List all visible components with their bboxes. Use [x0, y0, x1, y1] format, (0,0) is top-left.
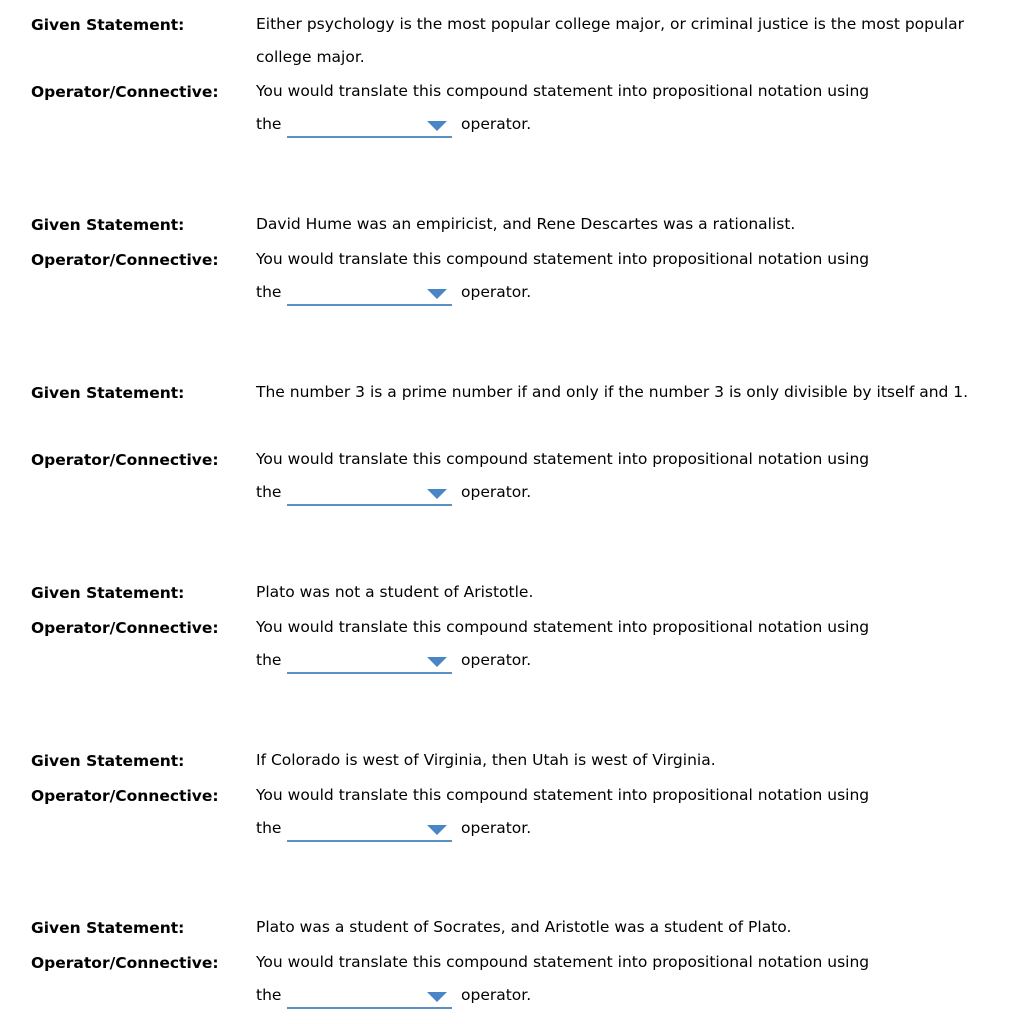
operator-dropdown[interactable]: [287, 650, 452, 674]
operator-label: Operator/Connective:: [31, 954, 219, 972]
operator-dropdown[interactable]: [287, 818, 452, 842]
given-statement-label: Given Statement:: [31, 752, 185, 770]
given-statement-label: Given Statement:: [31, 384, 185, 402]
answer-line: [256, 108, 532, 141]
given-statement-label: Given Statement:: [31, 584, 185, 602]
answer-line: [256, 276, 532, 309]
prompt-text: You would translate this compound statement into propositional notation using: [256, 953, 870, 971]
given-statement-text: The number 3 is a prime number if and only if the number 3 is only divisible by itself and 1.: [256, 383, 969, 401]
prompt-text: You would translate this compound statement into propositional notation using: [256, 786, 870, 804]
answer-line: [256, 812, 532, 845]
answer-line: [256, 476, 532, 509]
given-statement-text: Plato was not a student of Aristotle.: [256, 583, 534, 601]
answer-suffix: operator.: [461, 483, 532, 501]
chevron-down-icon: [427, 121, 447, 131]
given-statement-label: Given Statement:: [31, 216, 185, 234]
given-statement-text: David Hume was an empiricist, and Rene Descartes was a rationalist.: [256, 215, 796, 233]
chevron-down-icon: [427, 657, 447, 667]
chevron-down-icon: [427, 489, 447, 499]
operator-dropdown[interactable]: [287, 114, 452, 138]
given-statement-text: Either psychology is the most popular college major, or criminal justice is the most popular college major.: [256, 15, 964, 66]
answer-suffix: operator.: [461, 651, 532, 669]
answer-line: [256, 979, 532, 1012]
prompt-text: You would translate this compound statement into propositional notation using: [256, 250, 870, 268]
operator-label: Operator/Connective:: [31, 251, 219, 269]
answer-line: [256, 644, 532, 677]
given-statement-label: Given Statement:: [31, 16, 185, 34]
answer-prefix: the: [256, 651, 282, 669]
chevron-down-icon: [427, 825, 447, 835]
answer-prefix: the: [256, 283, 282, 301]
answer-suffix: operator.: [461, 283, 532, 301]
prompt-text: You would translate this compound statement into propositional notation using: [256, 618, 870, 636]
prompt-text: You would translate this compound statement into propositional notation using: [256, 82, 870, 100]
chevron-down-icon: [427, 992, 447, 1002]
given-statement-label: Given Statement:: [31, 919, 185, 937]
operator-dropdown[interactable]: [287, 282, 452, 306]
answer-suffix: operator.: [461, 986, 532, 1004]
operator-dropdown[interactable]: [287, 482, 452, 506]
answer-prefix: the: [256, 819, 282, 837]
operator-dropdown[interactable]: [287, 985, 452, 1009]
prompt-text: You would translate this compound statement into propositional notation using: [256, 450, 870, 468]
operator-label: Operator/Connective:: [31, 787, 219, 805]
answer-prefix: the: [256, 986, 282, 1004]
operator-label: Operator/Connective:: [31, 619, 219, 637]
operator-label: Operator/Connective:: [31, 83, 219, 101]
chevron-down-icon: [427, 289, 447, 299]
given-statement-text: If Colorado is west of Virginia, then Utah is west of Virginia.: [256, 751, 716, 769]
answer-prefix: the: [256, 483, 282, 501]
operator-label: Operator/Connective:: [31, 451, 219, 469]
answer-prefix: the: [256, 115, 282, 133]
answer-suffix: operator.: [461, 115, 532, 133]
answer-suffix: operator.: [461, 819, 532, 837]
given-statement-text: Plato was a student of Socrates, and Aristotle was a student of Plato.: [256, 918, 792, 936]
